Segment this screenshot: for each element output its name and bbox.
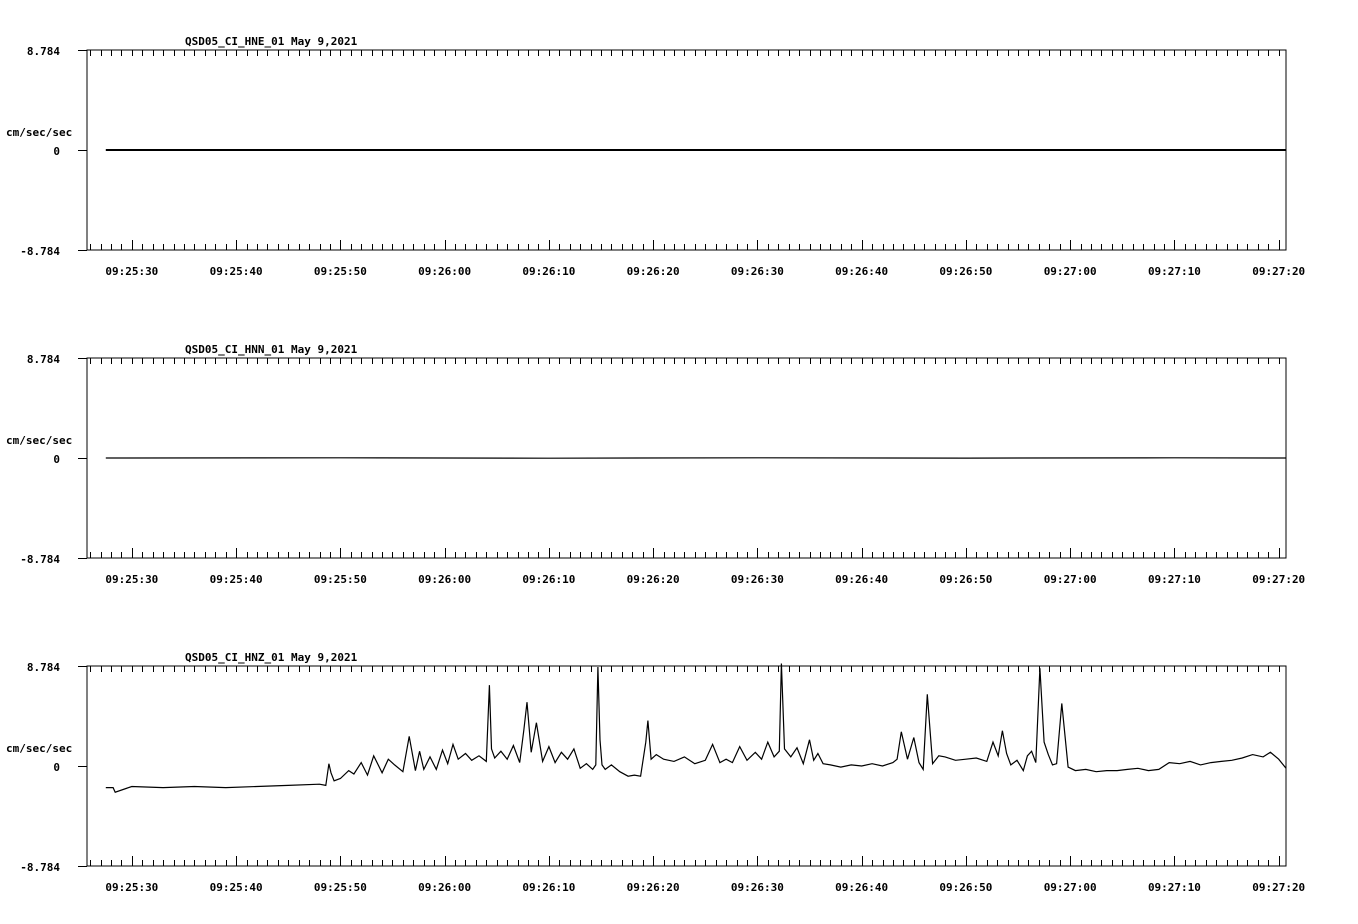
hnn-x-tick-label: 09:27:10 (1147, 573, 1201, 586)
hnz-x-tick-label: 09:27:10 (1147, 881, 1201, 894)
hnn-y-tick-min: -8.784 (20, 553, 60, 566)
hne-x-tick-label: 09:27:10 (1147, 265, 1201, 278)
hnz-plot-frame (87, 666, 1286, 866)
hne-channel-panel (6, 35, 1305, 278)
hnz-x-tick-label: 09:26:50 (939, 881, 993, 894)
hnn-x-tick-label: 09:27:20 (1252, 573, 1306, 586)
hnn-x-tick-label: 09:26:40 (835, 573, 889, 586)
hne-panel-title: QSD05_CI_HNE_01 May 9,2021 (185, 35, 358, 48)
hnz-x-tick-label: 09:26:20 (626, 881, 680, 894)
hne-x-tick-label: 09:26:50 (939, 265, 993, 278)
hne-x-tick-label: 09:27:00 (1043, 265, 1097, 278)
hnn-x-tick-label: 09:25:50 (313, 573, 367, 586)
hne-x-tick-label: 09:25:30 (105, 265, 159, 278)
hne-x-tick-label: 09:26:00 (418, 265, 472, 278)
hnn-y-tick-zero: 0 (53, 453, 60, 466)
hnn-x-tick-label: 09:26:00 (418, 573, 472, 586)
hnn-x-tick-label: 09:26:50 (939, 573, 993, 586)
hnn-x-tick-label: 09:26:30 (730, 573, 784, 586)
hnz-y-tick-min: -8.784 (20, 861, 60, 874)
hnn-x-tick-label: 09:27:00 (1043, 573, 1097, 586)
hne-x-tick-label: 09:26:40 (835, 265, 889, 278)
hne-y-tick-zero: 0 (53, 145, 60, 158)
hnn-x-tick-label: 09:25:40 (209, 573, 263, 586)
hnn-channel-panel (6, 343, 1305, 586)
hne-y-axis-label: cm/sec/sec (6, 126, 73, 139)
hne-x-tick-label: 09:26:30 (730, 265, 784, 278)
hnz-y-tick-zero: 0 (53, 761, 60, 774)
hnz-acceleration-trace (106, 664, 1286, 793)
hnz-x-tick-label: 09:26:10 (522, 881, 576, 894)
hnn-y-tick-max: 8.784 (26, 353, 60, 366)
hnz-x-tick-label: 09:27:00 (1043, 881, 1097, 894)
hnz-panel-title: QSD05_CI_HNZ_01 May 9,2021 (185, 651, 358, 664)
hne-y-tick-min: -8.784 (20, 245, 60, 258)
hnz-channel-panel (6, 651, 1305, 894)
hne-x-tick-label: 09:25:50 (313, 265, 367, 278)
hnz-x-tick-label: 09:25:30 (105, 881, 159, 894)
hne-x-tick-label: 09:26:10 (522, 265, 576, 278)
hne-x-tick-label: 09:25:40 (209, 265, 263, 278)
hnz-y-tick-max: 8.784 (26, 661, 60, 674)
hnn-y-axis-label: cm/sec/sec (6, 434, 73, 447)
hnz-x-tick-label: 09:25:50 (313, 881, 367, 894)
hne-y-tick-max: 8.784 (26, 45, 60, 58)
hnz-x-tick-label: 09:26:00 (418, 881, 472, 894)
hnn-x-tick-label: 09:26:20 (626, 573, 680, 586)
hnn-panel-title: QSD05_CI_HNN_01 May 9,2021 (185, 343, 358, 356)
hnz-x-tick-label: 09:27:20 (1252, 881, 1306, 894)
hnn-x-tick-label: 09:25:30 (105, 573, 159, 586)
hne-x-tick-label: 09:27:20 (1252, 265, 1306, 278)
hnz-x-tick-label: 09:26:40 (835, 881, 889, 894)
hnz-y-axis-label: cm/sec/sec (6, 742, 73, 755)
hnz-x-tick-label: 09:25:40 (209, 881, 263, 894)
hne-x-tick-label: 09:26:20 (626, 265, 680, 278)
hnn-x-tick-label: 09:26:10 (522, 573, 576, 586)
hnz-x-tick-label: 09:26:30 (730, 881, 784, 894)
